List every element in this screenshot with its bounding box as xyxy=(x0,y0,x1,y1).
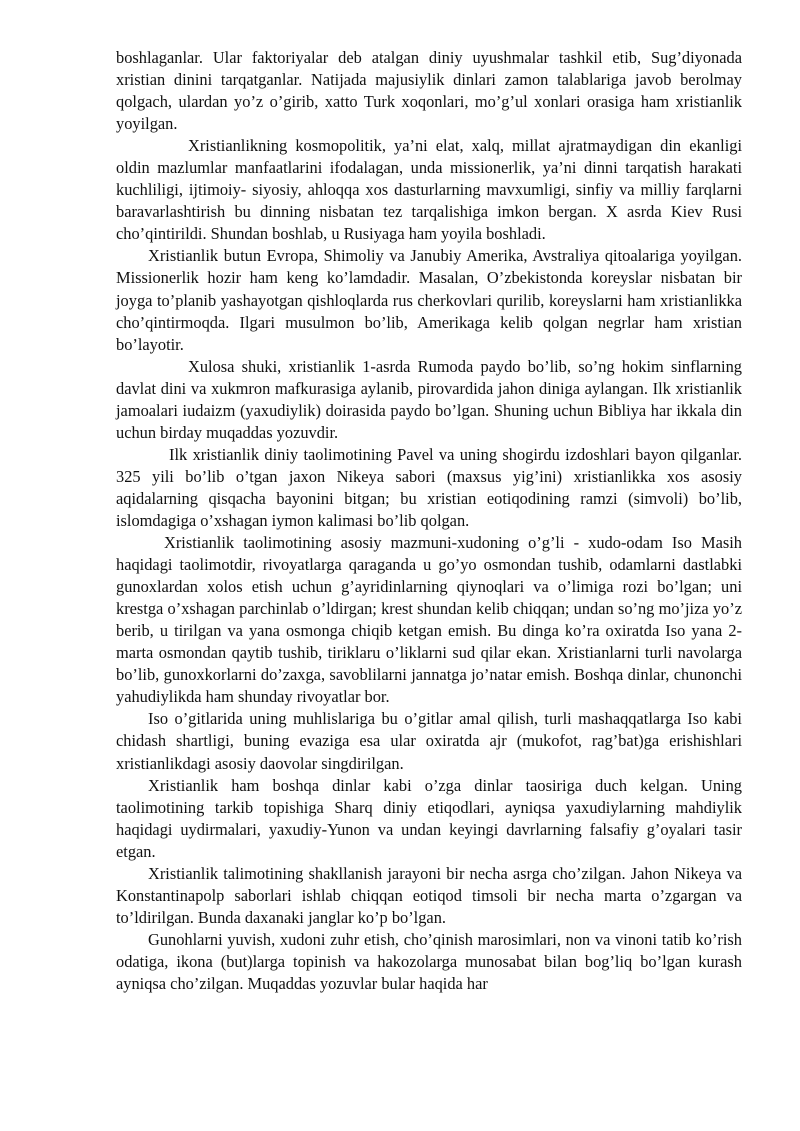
paragraph-4: Xulosa shuki, xristianlik 1-asrda Rumoda paydo bo’lib, so’ng hokim sinflarning davlat dini va xukmron mafkurasiga aylanib, pirovardida jahon diniga aylangan. Ilk xristianlik jamoalari iudaizm (yaxudiylik) doirasida paydo bo’lgan. Shuning uchun Bibliya har ikkala din uchun birday muqaddas yozuvdir. xyxy=(116,356,742,442)
paragraph-5: Ilk xristianlik diniy taolimotining Pavel va uning shogirdu izdoshlari bayon qilganlar. 325 yili bo’lib o’tgan jaxon Nikeya sabori (maxsus yig’ini) xristianlikka xos asosiy aqidalarning qisqacha bayonini bitgan; bu xristian eotiqodining ramzi (simvoli) bo’lib, islomdagiga o’xshagan iymon kalimasi bo’lib qolgan. xyxy=(116,444,742,530)
paragraph-8: Xristianlik ham boshqa dinlar kabi o’zga dinlar taosiriga duch kelgan. Uning taolimotining tarkib topishiga Sharq diniy etiqodlari, ayniqsa yaxudiylarning mahdiylik haqidagi uydirmalari, yaxudiy-Yunon va undan keyingi davrlarning falsafiy g’oyalari tasir etgan. xyxy=(116,775,742,861)
paragraph-1: boshlaganlar. Ular faktoriyalar deb atalgan diniy uyushmalar tashkil etib, Sug’diyonada xristian dinini tarqatganlar. Natijada majusiylik dinlari zamon talablariga javob berolmay qolgach, ulardan yo’z o’girib, xatto Turk xoqonlari, mo’g’ul xonlari orasiga ham xristianlik yoyilgan. xyxy=(116,48,742,134)
paragraph-9: Xristianlik talimotining shakllanish jarayoni bir necha asrga cho’zilgan. Jahon Nikeya va Konstantinapolp saborlari ishlab chiqqan eotiqod timsoli bir necha marta o’zgargan va to’ldirilgan. Bunda daxanaki janglar ko’p bo’lgan. xyxy=(116,863,742,927)
paragraph-3: Xristianlik butun Evropa, Shimoliy va Janubiy Amerika, Avstraliya qitoalariga yoyilgan. Missionerlik hozir ham keng ko’lamdadir. Masalan, O’zbekistonda koreyslar nisbatan bir joyga to’planib yashayotgan qishloqlarda rus cherkovlari qurilib, koreyslarni ham xristianlikka cho’qintirmoqda. Ilgari musulmon bo’lib, Amerikaga kelib qolgan negrlar ham xristian bo’layotir. xyxy=(116,246,742,354)
document-page xyxy=(116,47,742,995)
paragraph-2: Xristianlikning kosmopolitik, ya’ni elat, xalq, millat ajratmaydigan din ekanligi oldin mazlumlar manfaatlarini ifodalagan, unda missionerlik, ya’ni dinni tarqatish harakati kuchliligi, ijtimoiy- siyosiy, ahloqqa xos dasturlarning mavxumligi, sinfiy va milliy farqlarni baravarlashtirish bu dinning nisbatan tez tarqalishiga imkon bergan. X asrda Kiev Rusi cho’qintirildi. Shundan boshlab, u Rusiyaga ham yoyila boshladi. xyxy=(116,136,742,244)
paragraph-10: Gunohlarni yuvish, xudoni zuhr etish, cho’qinish marosimlari, non va vinoni tatib ko’rish odatiga, ikona (but)larga topinish va hakozolarga munosabat bilan bog’liq bo’lgan kurash ayniqsa cho’zilgan. Muqaddas yozuvlar bular haqida har xyxy=(116,929,742,993)
paragraph-6: Xristianlik taolimotining asosiy mazmuni-xudoning o’g’li - xudo-odam Iso Masih haqidagi taolimotdir, rivoyatlarga qaraganda u go’yo osmondan tushib, odamlarni dastlabki gunoxlardan xolos etish uchun g’ayridinlarning qiynoqlari va o’limiga rozi bo’lgan; uni krestga o’xshagan parchinlab o’ldirgan; krest shundan kelib chiqqan; undan so’ng mo’jiza yo’z berib, u tirilgan va yana osmonga chiqib ketgan emish. Bu dinga ko’ra oxiratda Iso yana 2-marta osmondan qaytib tushib, tiriklaru o’liklarni sud qilar ekan. Xristianlarni turli navolarga bo’lib, gunoxkorlarni do’zaxga, savoblilarni jannatga jo’natar emish. Boshqa dinlar, chunonchi yahudiylikda ham shunday rivoyatlar bor. xyxy=(116,533,742,707)
paragraph-7: Iso o’gitlarida uning muhlislariga bu o’gitlar amal qilish, turli mashaqqatlarga Iso kabi chidash shartligi, buning evaziga esa ular oxiratda ajr (mukofot, rag’bat)ga erishishlari xristianlikdagi asosiy daovolar singdirilgan. xyxy=(116,709,742,773)
